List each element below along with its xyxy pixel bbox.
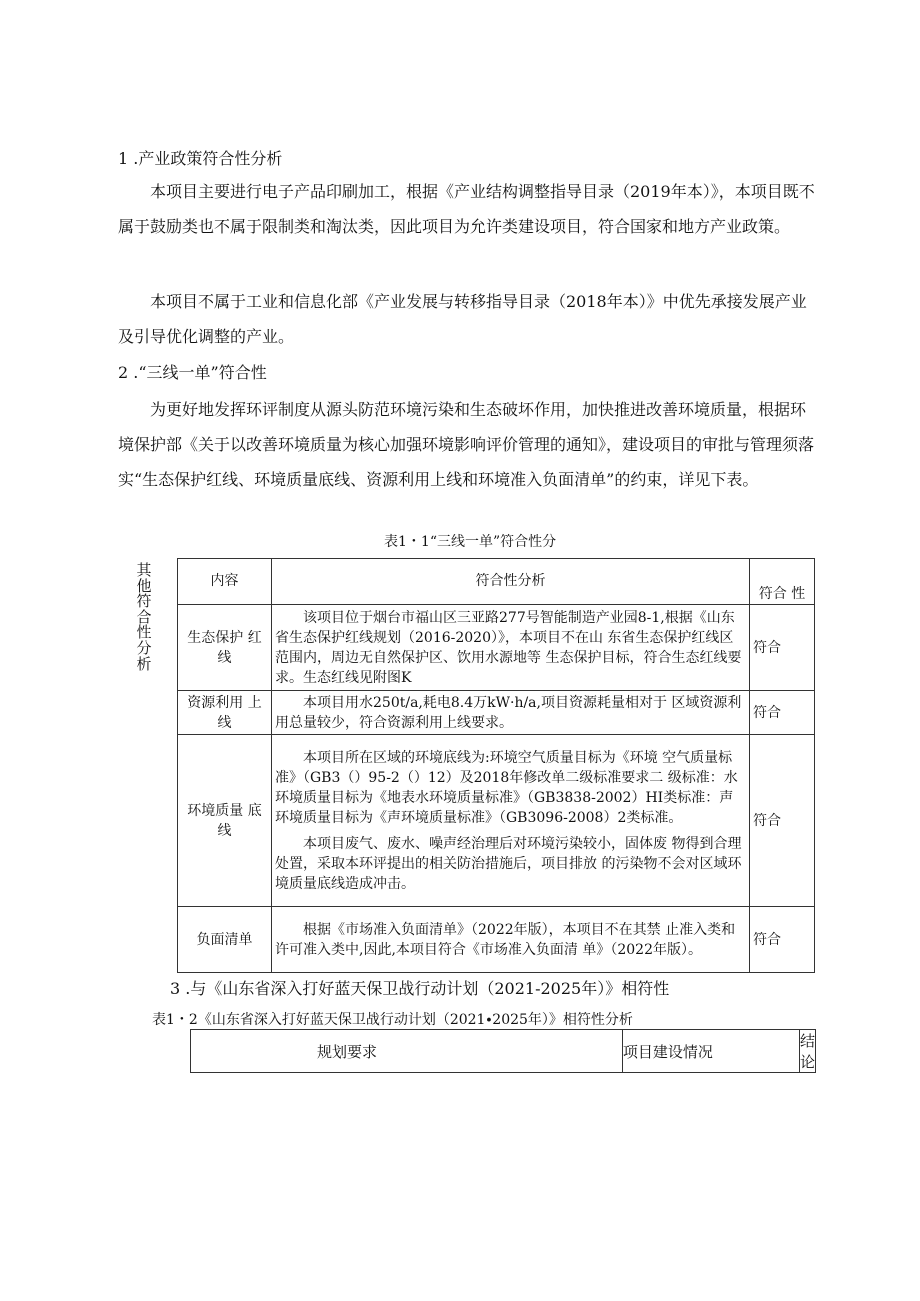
header-result: 符合 性: [750, 559, 815, 605]
row-result: 符合: [750, 907, 815, 973]
section1-paragraph-1: 本项目主要进行电子产品印刷加工，根据《产业结构调整指导目录（2019年本）》，本项目既不属于鼓励类也不属于限制类和淘汰类，因此项目为允许类建设项目，符合国家和地方产业政策。: [118, 182, 815, 236]
header-project-status: 项目建设情况: [622, 1030, 799, 1073]
row-result: 符合: [750, 735, 815, 907]
section3-heading: 3 .与《山东省深入打好蓝天保卫战行动计划（2021-2025年）》相符性: [170, 979, 670, 998]
table-row: [178, 735, 815, 907]
side-label-char: 他: [136, 576, 152, 595]
row-analysis: 根据《市场准入负面清单》（2022年版），本项目不在其禁 止准入类和许可准入类中,因此,本项目符合《市场准入负面清 单》（2022年版）。: [272, 907, 750, 973]
table2-caption: 表1・2《山东省深入打好蓝天保卫战行动计划（2021∙2025年）》相符性分析: [152, 1012, 633, 1028]
row-analysis: 该项目位于烟台市福山区三亚路277号智能制造产业园8-1,根据《山东省生态保护红线规划（2016-2020）》，本项目不在山 东省生态保护红线区范围内，周边无自然保护区、饮用水源地等 生态保护目标，符合生态红线要求。生态红线见附图K: [272, 605, 750, 691]
table-row: [178, 691, 815, 735]
section1-heading: 1 .产业政策符合性分析: [118, 149, 283, 168]
row-item: 负面清单: [178, 907, 272, 973]
side-label-char: 符: [136, 592, 152, 611]
row-item: 资源利用 上线: [178, 691, 272, 735]
header-conclusion: 结论: [799, 1030, 815, 1073]
header-requirement: 规划要求: [191, 1030, 623, 1073]
table1-caption: 表1・1“三线一单”符合性分: [384, 534, 557, 550]
row-analysis: [272, 735, 750, 907]
header-content: 内容: [178, 559, 272, 605]
section2-heading: 2 .“三线一单”符合性: [118, 363, 267, 382]
side-label-char: 分: [136, 638, 152, 657]
table-row: [178, 907, 815, 973]
blue-sky-table: [190, 1029, 816, 1073]
section1-body: [118, 174, 820, 244]
side-label-char: 性: [136, 623, 152, 642]
row-analysis: 本项目用水250t/a,耗电8.4万kW·h/a,项目资源耗量相对于 区域资源利用总量较少，符合资源利用上线要求。: [272, 691, 750, 735]
table-row: [178, 605, 815, 691]
section2-paragraph-1: 为更好地发挥环评制度从源头防范环境污染和生态破坏作用，加快推进改善环境质量，根据环境保护部《关于以改善环境质量为核心加强环境影响评价管理的通知》，建设项目的审批与管理须落实“生态保护红线、环境质量底线、资源利用上线和环境准入负面清单”的约束，详见下表。: [118, 400, 815, 489]
section1-body-2: [118, 284, 820, 354]
row-result: 符合: [750, 691, 815, 735]
side-label-char: 其: [136, 561, 152, 579]
analysis-paragraph: 本项目废气、废水、噪声经治理后对环境污染较小，固体废 物得到合理处置，采取本环评提出的相关防治措施后，项目排放 的污染物不会对区域环境质量底线造成冲击。: [275, 835, 742, 892]
row-item: 生态保护 红线: [178, 605, 272, 691]
side-label-char: 析: [136, 654, 152, 673]
section1-paragraph-2: 本项目不属于工业和信息化部《产业发展与转移指导目录（2018年本）》中优先承接发展产业及引导优化调整的产业。: [118, 292, 807, 346]
row-item: 环境质量 底线: [178, 735, 272, 907]
three-lines-table: [177, 558, 815, 973]
section2-body: [118, 392, 820, 497]
table-header-row: [178, 559, 815, 605]
side-label: [135, 563, 153, 672]
table-header-row: [191, 1030, 816, 1073]
side-label-char: 合: [136, 607, 152, 626]
header-analysis: 符合性分析: [272, 559, 750, 605]
analysis-paragraph: 本项目所在区域的环境底线为:环境空气质量目标为《环境 空气质量标准》（GB3（）95-2（）12）及2018年修改单二级标准要求二 级标准：水环境质量目标为《地表水环境质量标准》（GB3838-2002）HI类标准：声环境质量目标为《声环境质量标准》（GB3096-2008）2类标准。: [275, 749, 738, 826]
row-result: 符合: [750, 605, 815, 691]
